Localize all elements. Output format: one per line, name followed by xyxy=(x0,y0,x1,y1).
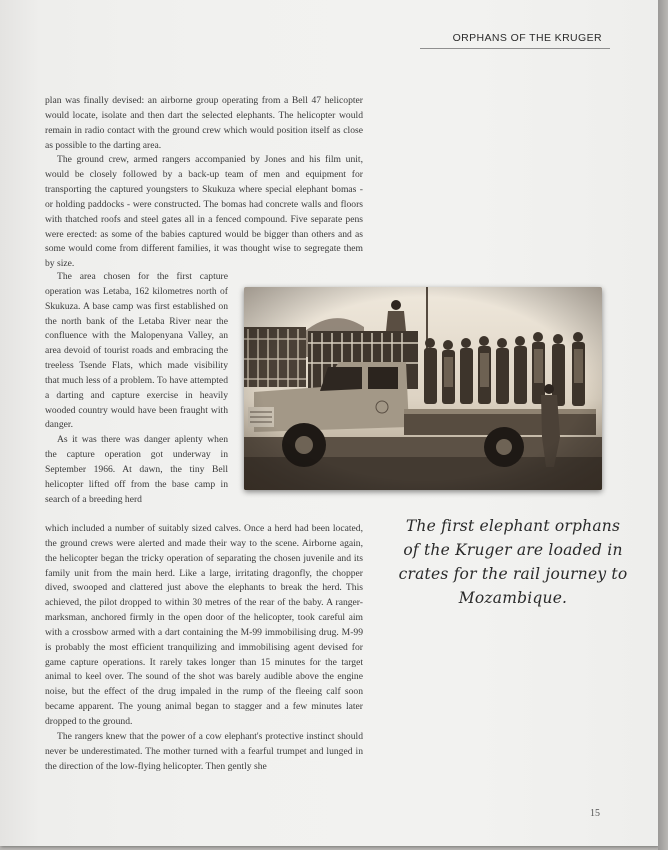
body-text-top xyxy=(45,94,363,272)
paragraph: The ground crew, armed rangers accompanied by Jones and his film unit, would be closely followed by a back-up team of men and equipment for transporting the captured youngsters to Skukuza where special elephant bomas - or holding paddocks - were constructed. The bomas had concrete walls and floors with thatched roofs and steel gates all in a fenced compound. Five separate pens were erected: as some of the babies captured would be bigger than others and as some would come from different families, it was thought wise to segregate them by size. xyxy=(45,154,363,270)
paragraph: The area chosen for the first capture operation was Letaba, 162 kilometres north of Skukuza. A base camp was first established on the north bank of the Letaba River near the confluence with the Malopenyana Valley, an area devoid of tourist roads and embracing the treeless Tsende Flats, which made visibility that much less of a problem. To have attempted a darting and capture exercise in heavily wooded country would have been fraught with danger. xyxy=(45,271,228,431)
paragraph: which included a number of suitably sized calves. Once a herd had been located, the ground crews were alerted and made their way to the scene. Airborne again, the helicopter began the tricky operation of separating the chosen juvenile and its family unit from the main herd. Like a large, irritating dragonfly, the chopper dived, swooped and clattered just above the elephants to break the herd. This achieved, the pilot dropped to within 30 metres of the rear of the baby. A ranger-marksman, anchored firmly in the open door of the helicopter, took careful aim with a crossbow armed with a dart containing the M-99 immobilising drug. M-99 is probably the most efficient tranquilizing and immobilising agent devised for game capture operations. It rarely takes longer than 15 minutes for the target animal to keel over. The sound of the shot was barely audible above the engine noise, but the effect of the drug impaled in the rump of the fleeing calf soon became apparent. The young animal began to stagger and a few minutes later dropped to the ground. xyxy=(45,523,363,727)
paragraph: The rangers knew that the power of a cow elephant's protective instinct should never be underestimated. The mother turned with a fearful trumpet and lunged in the direction of the low-flying helicopter. Then gently she xyxy=(45,730,363,772)
body-text-narrow xyxy=(45,270,228,508)
book-spine-edge xyxy=(658,0,668,850)
header-rule xyxy=(420,48,610,49)
running-header: ORPHANS OF THE KRUGER xyxy=(452,32,602,44)
body-text-bottom xyxy=(45,522,363,774)
truck-loading-photo xyxy=(244,287,602,490)
paragraph: As it was there was danger aplenty when the capture operation got underway in September 1966. At dawn, the tiny Bell helicopter lifted off from the base camp in search of a breeding herd xyxy=(45,434,228,505)
page-number: 15 xyxy=(590,808,600,819)
sepia-photograph xyxy=(244,287,602,490)
paragraph: plan was finally devised: an airborne group operating from a Bell 47 helicopter would locate, isolate and then dart the selected elephants. The helicopter would remain in radio contact with the ground crew which would position itself as close as possible to the darting area. xyxy=(45,95,363,151)
photo-caption: The first elephant orphans of the Kruger are loaded in crates for the rail journey to Mozambique. xyxy=(398,517,628,607)
